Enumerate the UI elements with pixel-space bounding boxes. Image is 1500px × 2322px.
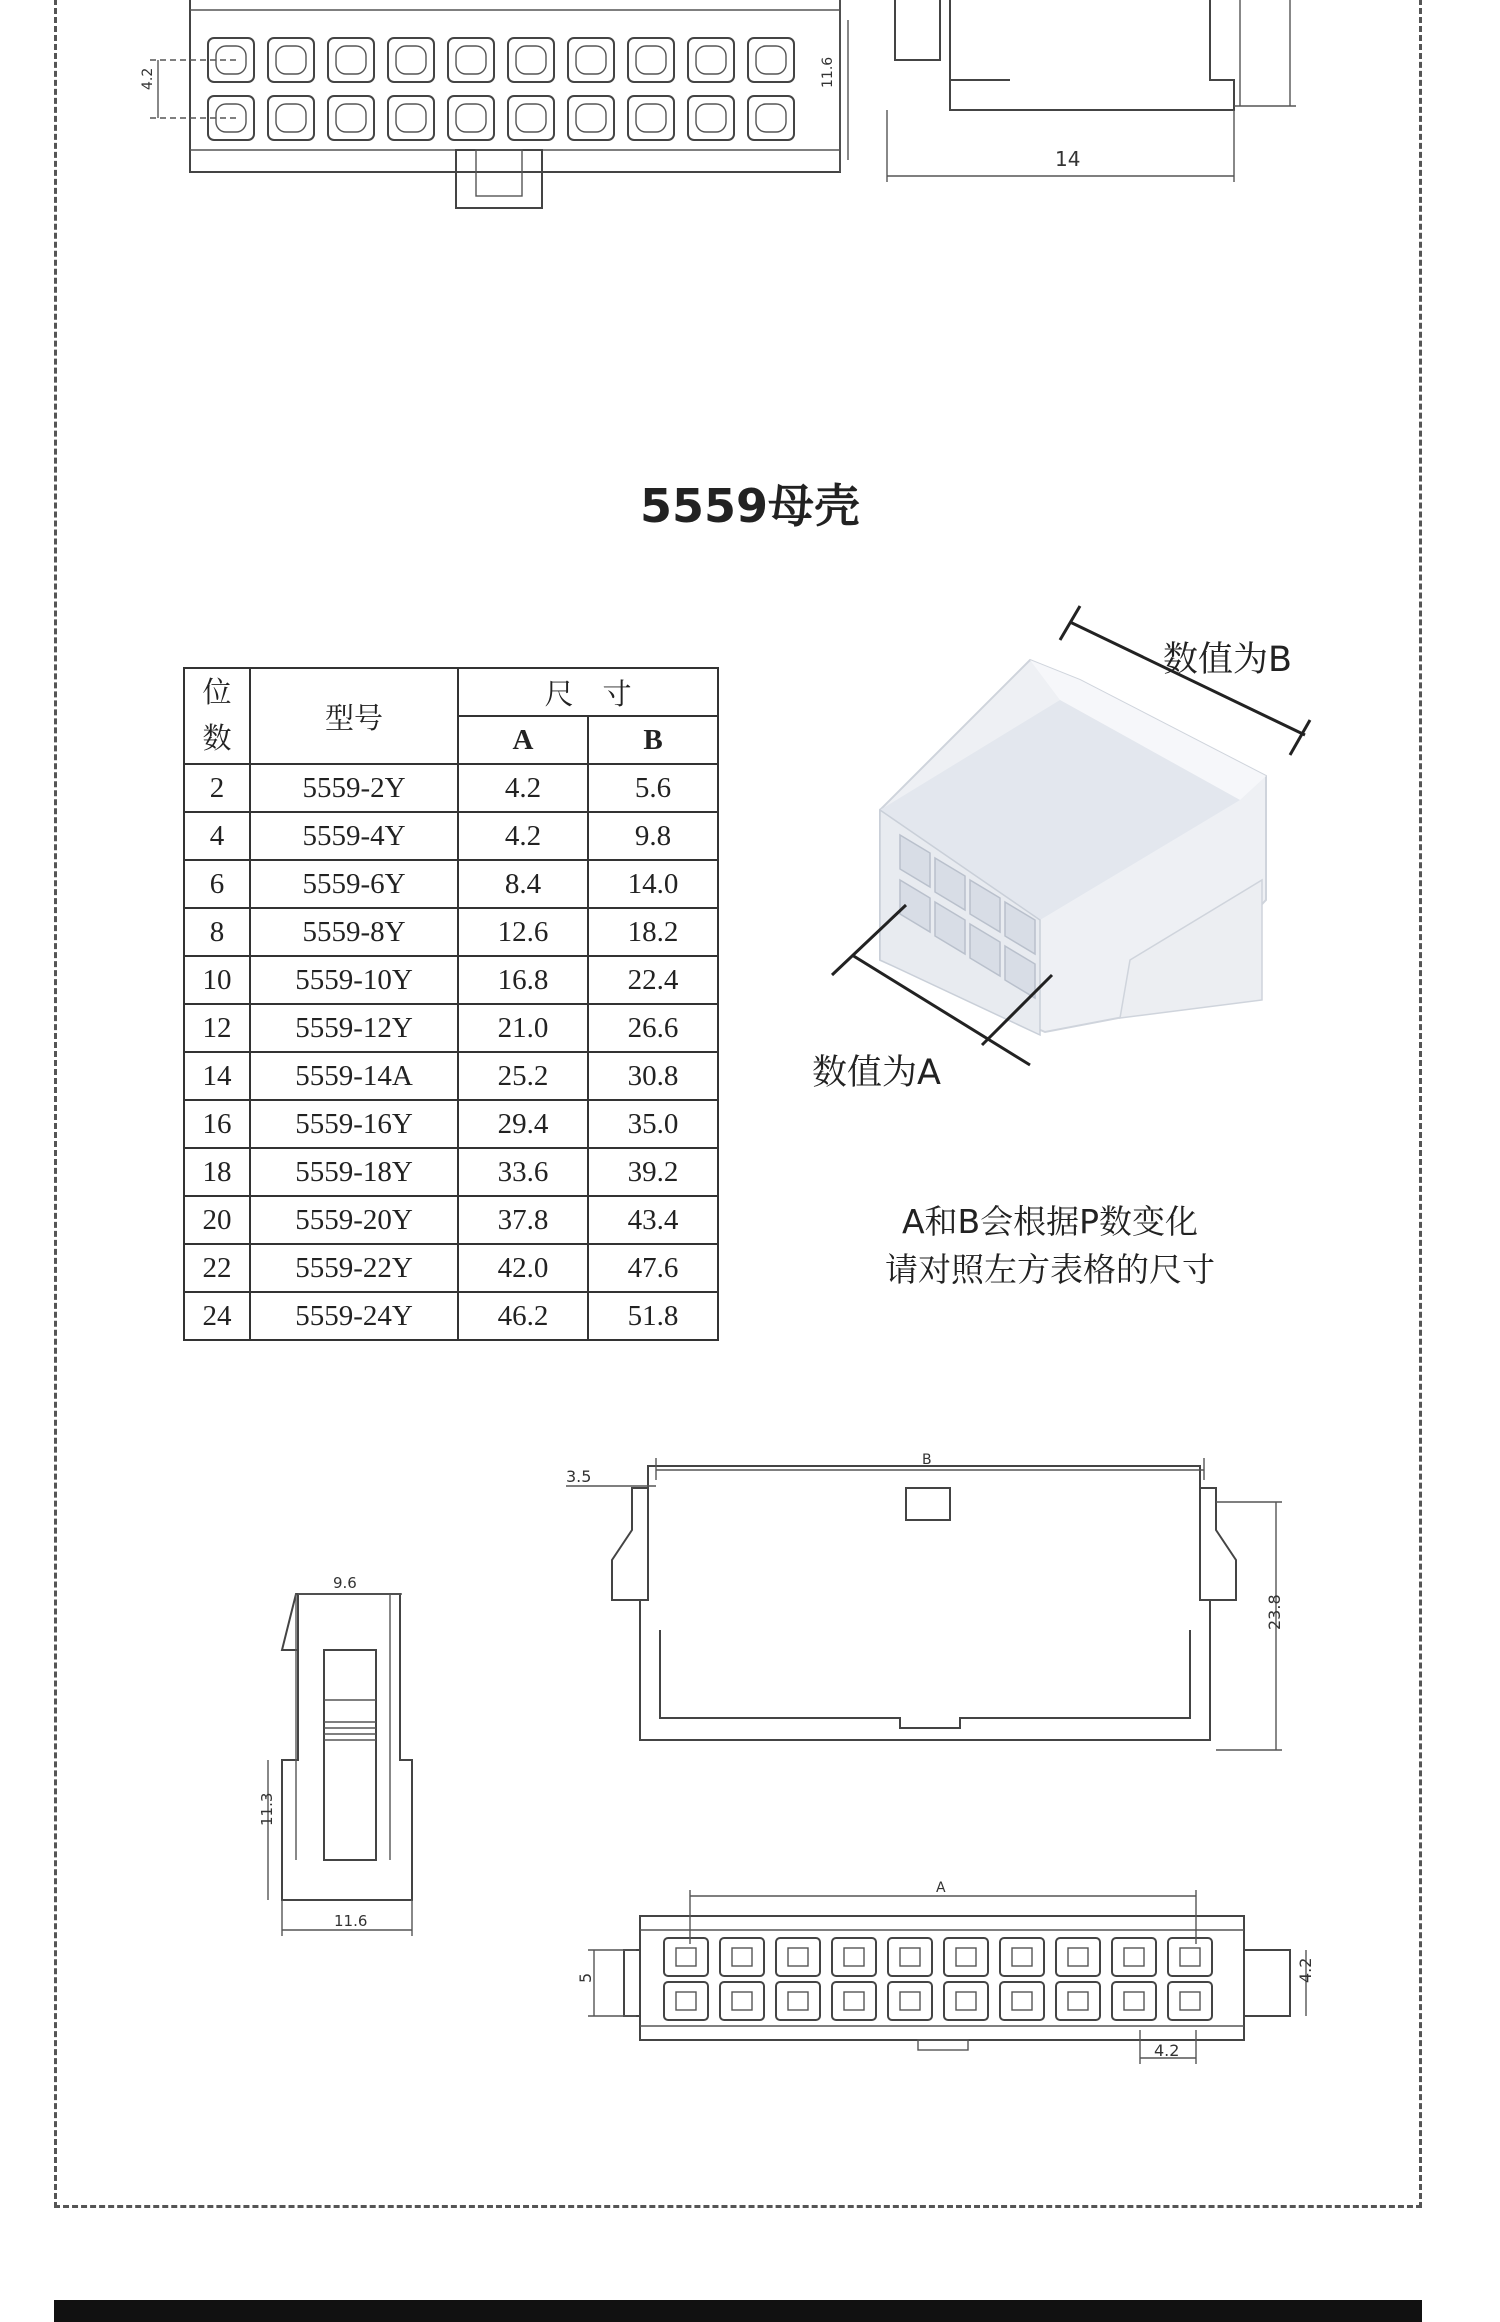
cell-a: 25.2 [458, 1052, 588, 1100]
header-size: 尺 寸 [458, 668, 718, 716]
face-cavity [664, 1982, 708, 2020]
cavity-outline [268, 38, 314, 82]
face-cavity-inner [1124, 1948, 1144, 1966]
cavity-inner [696, 46, 726, 74]
face-cavity-inner [732, 1992, 752, 2010]
cell-positions: 8 [184, 908, 250, 956]
cavity-outline [328, 38, 374, 82]
cell-model: 5559-22Y [250, 1244, 458, 1292]
cell-positions: 12 [184, 1004, 250, 1052]
table-row [184, 1244, 718, 1292]
bottom-left-label: 5 [576, 1972, 595, 1983]
cavity-inner [276, 46, 306, 74]
face-cavity [888, 1938, 932, 1976]
table-row [184, 1196, 718, 1244]
cell-positions: 16 [184, 1100, 250, 1148]
face-cavity [1056, 1938, 1100, 1976]
cell-model: 5559-2Y [250, 764, 458, 812]
cavity-inner [516, 46, 546, 74]
header-pos-1: 位 [202, 677, 232, 709]
cavity-inner [396, 104, 426, 132]
face-cavity [776, 1938, 820, 1976]
cell-a: 8.4 [458, 860, 588, 908]
header-b: B [588, 716, 718, 764]
bottom-pitch-label: 4.2 [1154, 2041, 1180, 2060]
table-row [184, 764, 718, 812]
face-cavity [1168, 1938, 1212, 1976]
top-right-width-label: 14 [1055, 147, 1081, 171]
face-cavity [1168, 1982, 1212, 2020]
face-cavity [1112, 1982, 1156, 2020]
cell-a: 29.4 [458, 1100, 588, 1148]
bottom-drawing [576, 1880, 1315, 2064]
cell-a: 16.8 [458, 956, 588, 1004]
header-positions [184, 668, 250, 764]
front-height-label: 23.8 [1265, 1594, 1284, 1630]
cavity-inner [636, 104, 666, 132]
cell-model: 5559-12Y [250, 1004, 458, 1052]
cell-b: 43.4 [588, 1196, 718, 1244]
face-cavity-inner [1068, 1948, 1088, 1966]
cell-positions: 10 [184, 956, 250, 1004]
cavity-outline [748, 38, 794, 82]
cell-b: 47.6 [588, 1244, 718, 1292]
cavity-outline [448, 38, 494, 82]
cell-a: 46.2 [458, 1292, 588, 1340]
face-cavity [1056, 1982, 1100, 2020]
table-row [184, 1052, 718, 1100]
face-cavity-inner [788, 1948, 808, 1966]
side-drawing [258, 1574, 412, 1936]
cavity-outline [568, 38, 614, 82]
face-cavity [776, 1982, 820, 2020]
cell-a: 21.0 [458, 1004, 588, 1052]
face-cavity-inner [844, 1948, 864, 1966]
front-drawing [566, 1452, 1284, 1750]
face-cavity-inner [844, 1992, 864, 2010]
cavity-inner [276, 104, 306, 132]
cavity-inner [756, 104, 786, 132]
cell-b: 35.0 [588, 1100, 718, 1148]
cell-a: 12.6 [458, 908, 588, 956]
cell-positions: 24 [184, 1292, 250, 1340]
note-line-1: A和B会根据P数变化 [901, 1202, 1199, 1241]
table-row [184, 1004, 718, 1052]
cell-a: 42.0 [458, 1244, 588, 1292]
cell-b: 5.6 [588, 764, 718, 812]
cavity-outline [748, 96, 794, 140]
cavity-inner [576, 104, 606, 132]
face-cavity-inner [956, 1948, 976, 1966]
cell-a: 37.8 [458, 1196, 588, 1244]
cell-positions: 4 [184, 812, 250, 860]
table-row [184, 1292, 718, 1340]
cavity-inner [336, 46, 366, 74]
cell-positions: 6 [184, 860, 250, 908]
cavity-inner [396, 46, 426, 74]
cavity-outline [628, 96, 674, 140]
cell-positions: 18 [184, 1148, 250, 1196]
face-cavity-inner [732, 1948, 752, 1966]
cavity-outline [328, 96, 374, 140]
cell-model: 5559-18Y [250, 1148, 458, 1196]
bottom-a-label: A [936, 1880, 946, 1896]
cavity-inner [336, 104, 366, 132]
cavity-inner [456, 46, 486, 74]
cell-model: 5559-10Y [250, 956, 458, 1004]
cell-b: 18.2 [588, 908, 718, 956]
cell-model: 5559-14A [250, 1052, 458, 1100]
header-model: 型号 [250, 668, 458, 764]
table-row [184, 1100, 718, 1148]
cavity-inner [516, 104, 546, 132]
cavity-outline [448, 96, 494, 140]
cell-model: 5559-8Y [250, 908, 458, 956]
cavity-outline [388, 38, 434, 82]
cavity-inner [576, 46, 606, 74]
cell-a: 4.2 [458, 812, 588, 860]
cell-model: 5559-6Y [250, 860, 458, 908]
cavity-outline [508, 96, 554, 140]
face-cavity-inner [1180, 1992, 1200, 2010]
face-cavity [1112, 1938, 1156, 1976]
cell-b: 14.0 [588, 860, 718, 908]
face-cavity [832, 1938, 876, 1976]
front-offset-label: 3.5 [566, 1467, 592, 1486]
cell-model: 5559-16Y [250, 1100, 458, 1148]
cell-model: 5559-24Y [250, 1292, 458, 1340]
cavity-inner [636, 46, 666, 74]
face-cavity-inner [1012, 1948, 1032, 1966]
cavity-outline [268, 96, 314, 140]
cell-b: 39.2 [588, 1148, 718, 1196]
page-title: 5559母壳 [639, 479, 861, 533]
cell-positions: 14 [184, 1052, 250, 1100]
front-b-label: B [922, 1452, 932, 1468]
note-line-2: 请对照左方表格的尺寸 [885, 1250, 1215, 1289]
header-a: A [458, 716, 588, 764]
table-row [184, 956, 718, 1004]
face-cavity [720, 1938, 764, 1976]
cavity-inner [756, 46, 786, 74]
table-row [184, 1148, 718, 1196]
cavity-outline [688, 96, 734, 140]
cell-positions: 2 [184, 764, 250, 812]
cavity-inner [696, 104, 726, 132]
side-width-label: 9.6 [333, 1574, 357, 1592]
cell-b: 9.8 [588, 812, 718, 860]
table-row [184, 860, 718, 908]
cell-positions: 20 [184, 1196, 250, 1244]
cell-a: 4.2 [458, 764, 588, 812]
cell-b: 22.4 [588, 956, 718, 1004]
cell-b: 26.6 [588, 1004, 718, 1052]
face-cavity-inner [956, 1992, 976, 2010]
face-cavity [888, 1982, 932, 2020]
cell-model: 5559-4Y [250, 812, 458, 860]
dimension-table [183, 667, 719, 1341]
face-cavity [1000, 1938, 1044, 1976]
face-cavity-inner [1180, 1948, 1200, 1966]
side-height-label: 11.3 [258, 1792, 276, 1826]
cavity-inner [456, 104, 486, 132]
face-cavity [720, 1982, 764, 2020]
cavity-outline [508, 38, 554, 82]
table-row [184, 812, 718, 860]
top-right-drawing [887, 0, 1296, 182]
face-cavity [832, 1982, 876, 2020]
cell-b: 51.8 [588, 1292, 718, 1340]
cavity-outline [628, 38, 674, 82]
face-cavity [944, 1938, 988, 1976]
face-cavity [664, 1938, 708, 1976]
face-cavity [944, 1982, 988, 2020]
face-cavity-inner [1012, 1992, 1032, 2010]
bottom-right-label: 4.2 [1296, 1957, 1315, 1983]
table-row [184, 908, 718, 956]
face-cavity [1000, 1982, 1044, 2020]
label-value-a: 数值为A [812, 1053, 941, 1093]
cell-b: 30.8 [588, 1052, 718, 1100]
face-cavity-inner [1124, 1992, 1144, 2010]
top-left-height-label: 11.6 [820, 56, 836, 88]
face-cavity-inner [676, 1948, 696, 1966]
face-cavity-inner [788, 1992, 808, 2010]
header-pos-2: 数 [202, 723, 232, 755]
cavity-outline [388, 96, 434, 140]
label-value-b: 数值为B [1163, 640, 1293, 680]
cell-a: 33.6 [458, 1148, 588, 1196]
face-cavity-inner [676, 1992, 696, 2010]
side-base-label: 11.6 [334, 1912, 368, 1930]
cavity-outline [568, 96, 614, 140]
face-cavity-inner [1068, 1992, 1088, 2010]
cell-model: 5559-20Y [250, 1196, 458, 1244]
top-left-pitch-label: 4.2 [140, 67, 156, 90]
top-left-drawing [140, 0, 848, 208]
face-cavity-inner [900, 1948, 920, 1966]
cell-positions: 22 [184, 1244, 250, 1292]
face-cavity-inner [900, 1992, 920, 2010]
cavity-outline [688, 38, 734, 82]
